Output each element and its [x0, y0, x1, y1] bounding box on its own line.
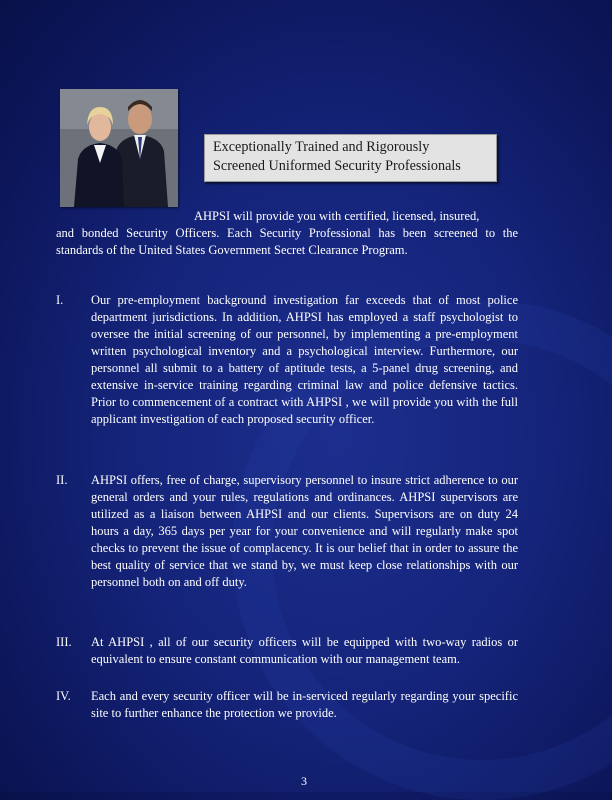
list-text-content: Each and every security officer will be in-serviced regularly regarding your specific site to further enhance the protection we provide.: [91, 689, 518, 720]
list-numeral: III.: [56, 635, 72, 649]
list-text: [91, 292, 518, 428]
list-text: [91, 472, 518, 591]
caption-box: [204, 134, 497, 182]
list-numeral: I.: [56, 293, 64, 307]
intro-first-line: AHPSI will provide you with certified, licensed, insured,: [194, 209, 480, 223]
list-text-content: AHPSI offers, free of charge, supervisory personnel to insure strict adherence to our general orders and your rules, regulations and ordinances. AHPSI supervisors are utilized as a liaison between AHPSI and our clients. Supervisors are on duty 24 hours a day, 365 days per year for your convenience and will regularly make spot checks to prevent the issue of complacency. It is our belief that in order to assure the best quality of service that we stand by, we must keep close relationships with our personnel both on and off duty.: [91, 473, 518, 589]
list-text-content: Our pre-employment background investigation far exceeds that of most police department jurisdictions. In addition, AHPSI has employed a staff psychologist to oversee the initial screening of our personnel, by implementing a pre-employment written psychological inventory and a psychological interview. Furthermore, our personnel all submit to a battery of aptitude tests, a 5-panel drug screening, and extensive in-service training regarding criminal law and police defensive tactics. Prior to commencement of a contract with AHPSI , we will provide you with the full applicant investigation of each proposed security officer.: [91, 293, 518, 426]
page-number: 3: [301, 774, 307, 788]
photo-illustration: [60, 89, 178, 207]
list-text-content: At AHPSI , all of our security officers will be equipped with two-way radios or equivalent to ensure constant communication with our management team.: [91, 635, 518, 666]
list-numeral: II.: [56, 473, 68, 487]
intro-paragraph: [56, 208, 518, 259]
list-text: [91, 634, 518, 668]
intro-rest: and bonded Security Officers. Each Security Professional has been screened to the standards of the United States Government Secret Clearance Program.: [56, 226, 518, 257]
caption-line-2: Screened Uniformed Security Professionals: [213, 158, 461, 174]
list-numeral: IV.: [56, 689, 71, 703]
list-text: [91, 688, 518, 722]
caption-line-1: Exceptionally Trained and Rigorously: [213, 139, 430, 155]
security-professionals-photo: [60, 89, 178, 207]
